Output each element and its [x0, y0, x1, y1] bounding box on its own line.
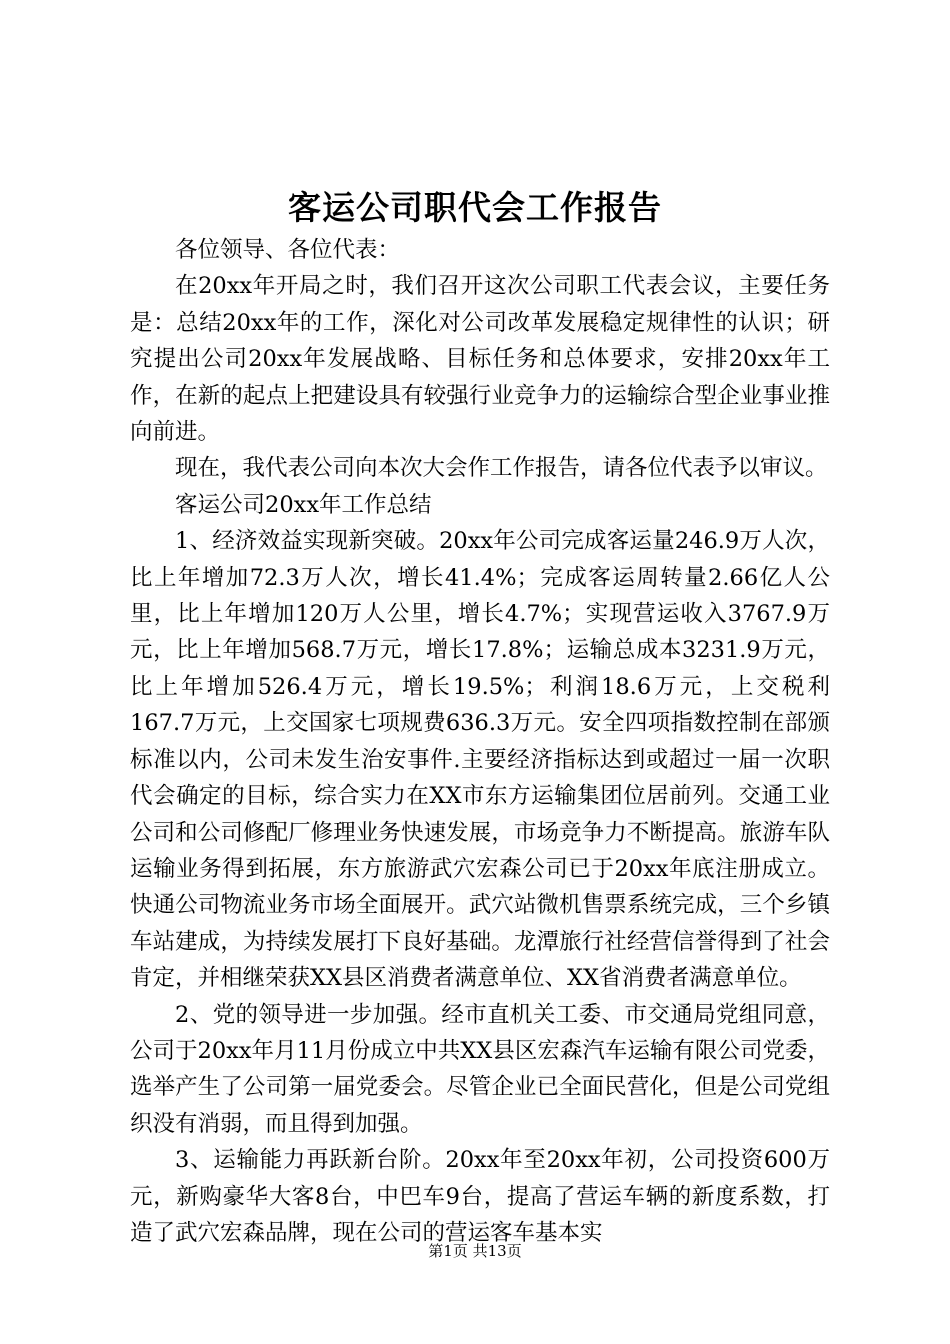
economic-paragraph: 1、经济效益实现新突破。20xx年公司完成客运量246.9万人次，比上年增加72.3万人次，增长41.4%；完成客运周转量2.66亿人公里，比上年增加120万人公里，增长4.7%；实现营运收入3767.9万元，比上年增加568.7万元，增长17.8%；运输总成本3231.9万元，比上年增加526.4万元，增长19.5%；利润18.6万元，上交税利167.7万元，上交国家七项规费636.3万元。安全四项指数控制在部颁标准以内，公司未发生治安事件.主要经济指标达到或超过一届一次职代会确定的目标，综合实力在XX市东方运输集团位居前列。交通工业公司和公司修配厂修理业务快速发展，市场竞争力不断提高。旅游车队运输业务得到拓展，东方旅游武穴宏森公司已于20xx年底注册成立。快通公司物流业务市场全面展开。武穴站微机售票系统完成，三个乡镇车站建成，为持续发展打下良好基础。龙潭旅行社经营信誉得到了社会肯定，并相继荣获XX县区消费者满意单位、XX省消费者满意单位。 — [130, 528, 830, 992]
capacity-paragraph: 3、运输能力再跃新台阶。20xx年至20xx年初，公司投资600万元，新购豪华大客8台，中巴车9台，提高了营运车辆的新度系数，打造了武穴宏森品牌，现在公司的营运客车基本实 — [130, 1147, 830, 1246]
document-body — [130, 232, 830, 1251]
party-paragraph: 2、党的领导进一步加强。经市直机关工委、市交通局党组同意，公司于20xx年月11月份成立中共XX县区宏森汽车运输有限公司党委，选举产生了公司第一届党委会。尽管企业已全面民营化，但是公司党组织没有消弱，而且得到加强。 — [130, 1001, 830, 1137]
section-heading: 客运公司20xx年工作总结 — [175, 491, 432, 518]
salutation-paragraph: 各位领导、各位代表： — [175, 237, 401, 263]
report-paragraph: 现在，我代表公司向本次大会作工作报告，请各位代表予以审议。 — [175, 455, 828, 482]
intro-paragraph: 在20xx年开局之时，我们召开这次公司职工代表会议，主要任务是：总结20xx年的工作，深化对公司改革发展稳定规律性的认识；研究提出公司20xx年发展战略、目标任务和总体要求，安排20xx年工作，在新的起点上把建设具有较强行业竞争力的运输综合型企业事业推向前进。 — [130, 273, 830, 446]
page-footer: 第1页 共13页 — [428, 1242, 522, 1260]
document-title: 客运公司职代会工作报告 — [288, 188, 662, 227]
